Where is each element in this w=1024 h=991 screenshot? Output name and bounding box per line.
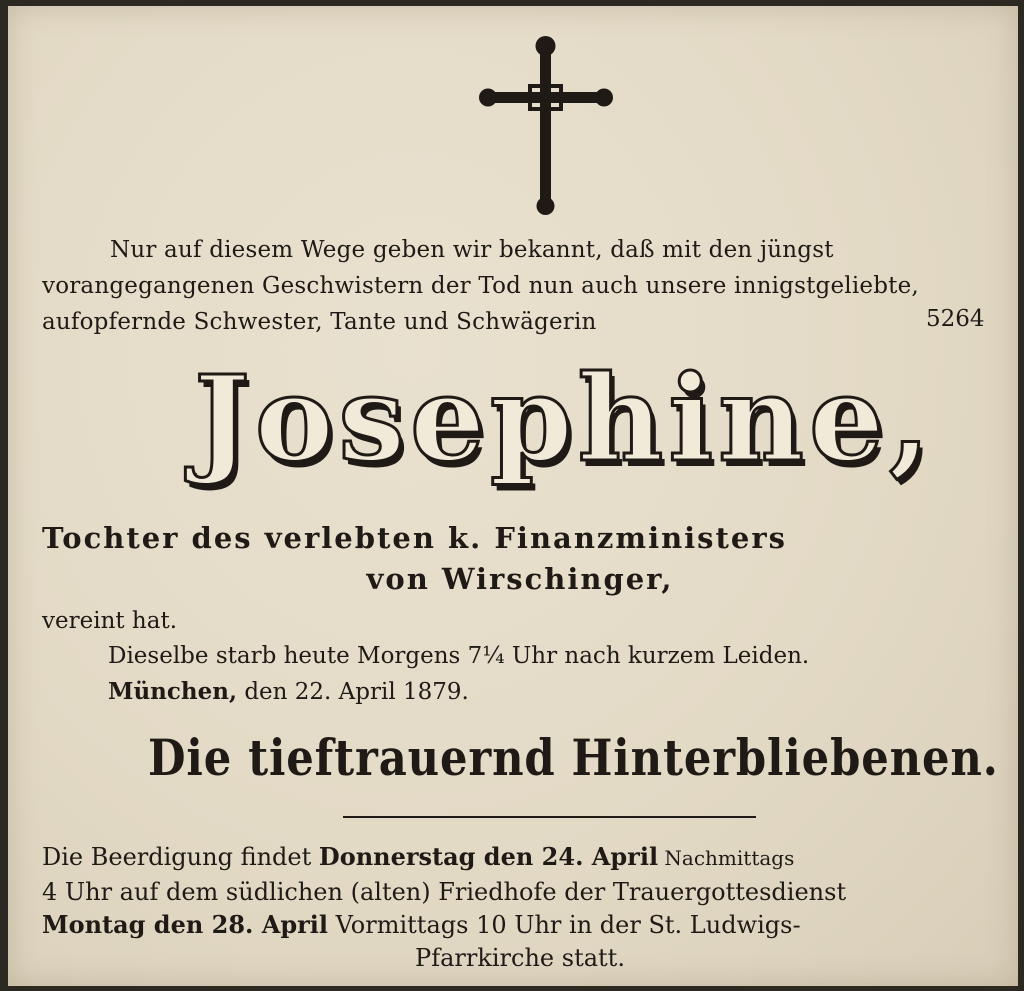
divider (343, 816, 756, 818)
funeral-line-2: 4 Uhr auf dem südlichen (alten) Friedhofe der Trauergottesdienst (42, 878, 847, 906)
ornamental-cross-icon (478, 34, 614, 216)
funeral-date: Donnerstag den 24. April (318, 842, 659, 871)
funeral-line-4: Pfarrkirche statt. (415, 944, 625, 972)
intro-line-2: vorangegangenen Geschwistern der Tod nun auch unsere innigstgeliebte, (42, 273, 919, 299)
notice-number: 5264 (926, 306, 985, 332)
family-name-line: von Wirschinger, (366, 562, 674, 596)
death-statement: Dieselbe starb heute Morgens 7¼ Uhr nach kurzem Leiden. (108, 643, 810, 669)
daughter-line: Tochter des verlebten k. Finanzministers (42, 521, 787, 555)
place-name: München, (108, 678, 237, 705)
deceased-name: Josephine, (194, 349, 936, 488)
mourners-signature: Die tieftrauernd Hinterbliebenen. (148, 728, 999, 787)
mass-date: Montag den 28. April (42, 910, 329, 939)
place-date-line (108, 678, 469, 705)
mass-details: Vormittags 10 Uhr in der St. Ludwigs- (328, 911, 801, 939)
united-text: vereint hat. (42, 608, 178, 634)
obituary-notice (8, 6, 1018, 986)
intro-line-3: aufopfernde Schwester, Tante und Schwägerin (42, 309, 597, 335)
intro-line-1: Nur auf diesem Wege geben wir bekannt, daß mit den jüngst (110, 237, 834, 263)
notice-date: den 22. April 1879. (244, 679, 469, 705)
funeral-line-1 (42, 842, 794, 871)
funeral-text-a1: Die Beerdigung findet (42, 843, 319, 871)
funeral-line-3 (42, 910, 801, 939)
funeral-time-of-day: Nachmittags (658, 846, 795, 870)
